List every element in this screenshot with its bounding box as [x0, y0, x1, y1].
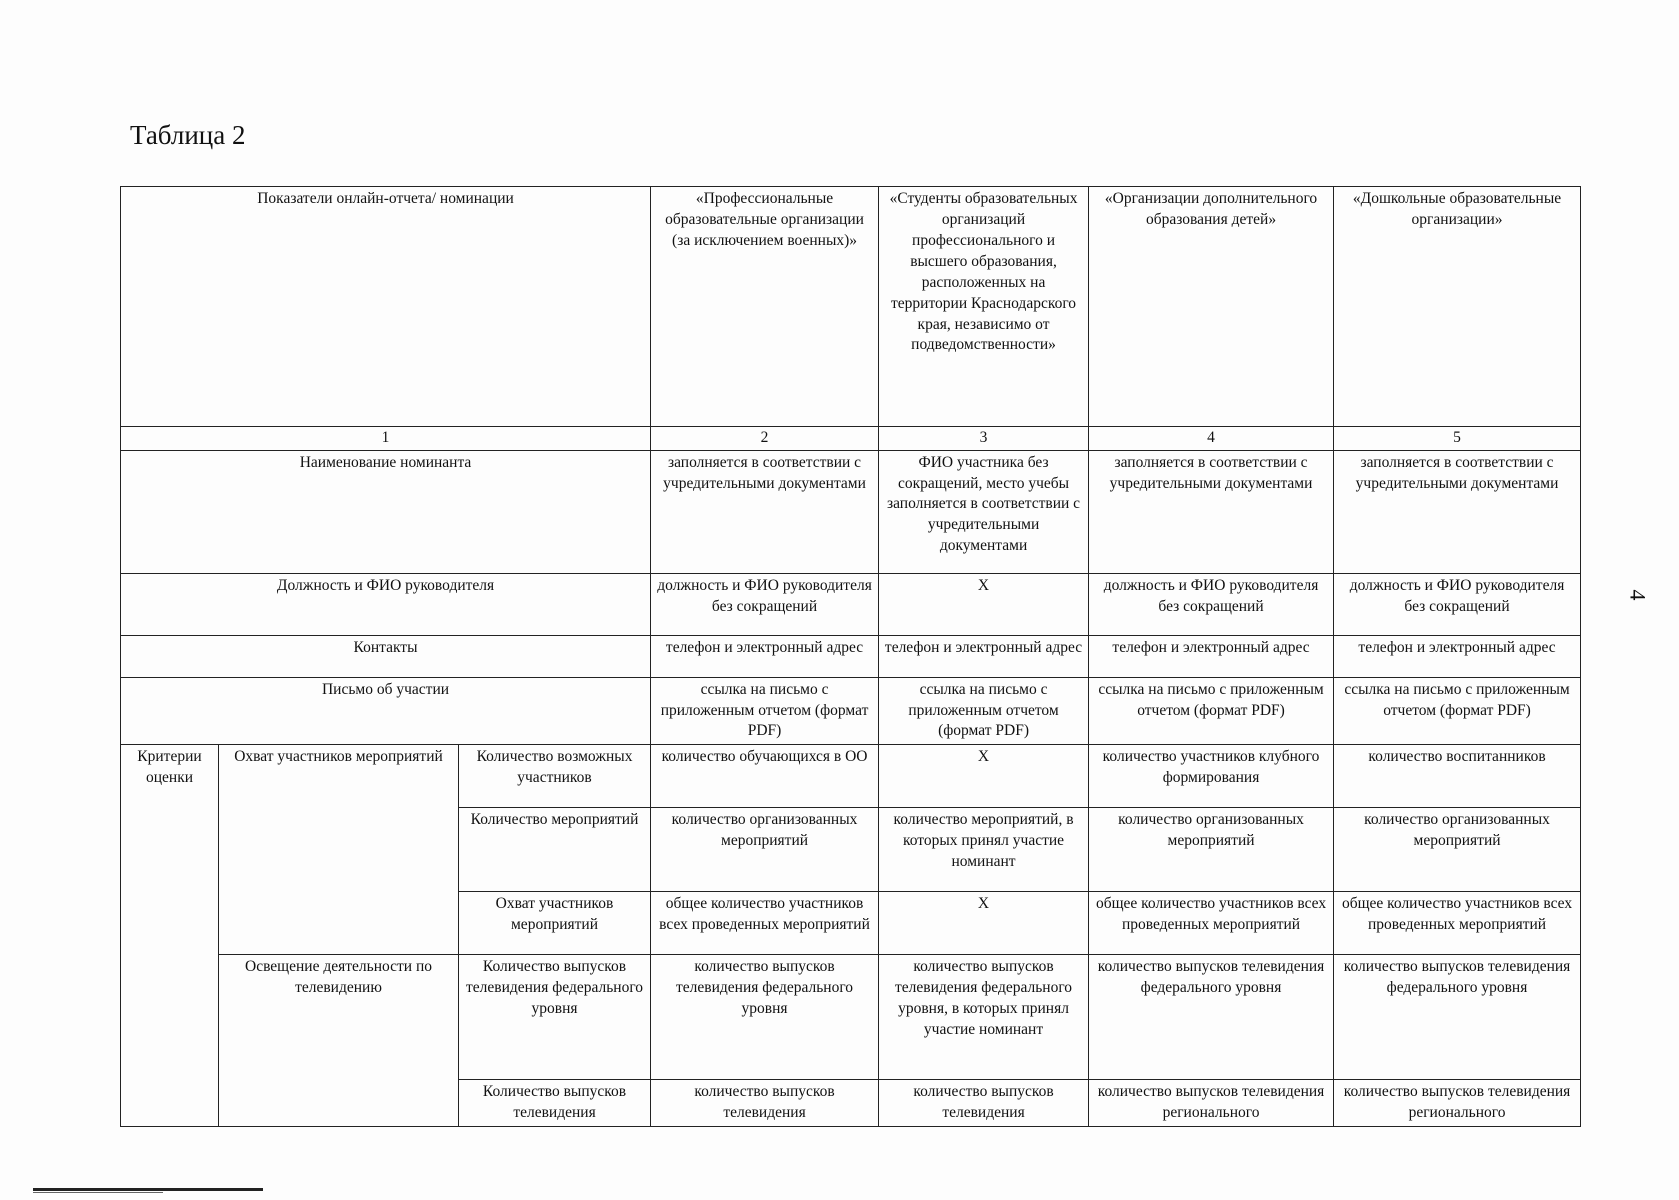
cell-director-3: X [879, 573, 1089, 635]
column-number-row [121, 427, 1581, 451]
cell-tv-regional-4: количество выпусков телевидения регионального [1089, 1080, 1334, 1127]
cell-tv-federal-5: количество выпусков телевидения федерального уровня [1334, 955, 1581, 1080]
sub-label-possible-participants: Количество возможных участников [459, 745, 651, 808]
group-label-tv: Освещение деятельности по телевидению [219, 955, 459, 1127]
row-label-director: Должность и ФИО руководителя [121, 573, 651, 635]
group-label-coverage: Охват участников мероприятий [219, 745, 459, 955]
criteria-label: Критерии оценки [121, 745, 219, 1127]
cell-tv-federal-2: количество выпусков телевидения федерального уровня [651, 955, 879, 1080]
cell-contacts-5: телефон и электронный адрес [1334, 635, 1581, 677]
cell-letter-4: ссылка на письмо с приложенным отчетом (формат PDF) [1089, 677, 1334, 745]
cell-director-5: должность и ФИО руководителя без сокращений [1334, 573, 1581, 635]
cell-tv-regional-3: количество выпусков телевидения [879, 1080, 1089, 1127]
header-col-2: «Профессиональные образовательные организации (за исключением военных)» [651, 187, 879, 427]
cell-possible-participants-4: количество участников клубного формирования [1089, 745, 1334, 808]
column-number-2: 2 [651, 427, 879, 451]
table-row-possible-participants [121, 745, 1581, 808]
table-row-director [121, 573, 1581, 635]
table-row-contacts [121, 635, 1581, 677]
cell-nominee-2: заполняется в соответствии с учредительными документами [651, 450, 879, 573]
row-label-letter: Письмо об участии [121, 677, 651, 745]
cell-possible-participants-3: X [879, 745, 1089, 808]
cell-possible-participants-2: количество обучающихся в ОО [651, 745, 879, 808]
sub-label-events-count: Количество мероприятий [459, 808, 651, 892]
row-label-nominee: Наименование номинанта [121, 450, 651, 573]
column-number-4: 4 [1089, 427, 1334, 451]
sub-label-tv-federal: Количество выпусков телевидения федерального уровня [459, 955, 651, 1080]
cell-nominee-5: заполняется в соответствии с учредительными документами [1334, 450, 1581, 573]
sub-label-tv-regional: Количество выпусков телевидения [459, 1080, 651, 1127]
column-number-3: 3 [879, 427, 1089, 451]
header-row [121, 187, 1581, 427]
cell-events-count-2: количество организованных мероприятий [651, 808, 879, 892]
cell-possible-participants-5: количество воспитанников [1334, 745, 1581, 808]
footnote-rule-shadow [33, 1192, 163, 1193]
row-label-contacts: Контакты [121, 635, 651, 677]
cell-events-coverage-3: X [879, 892, 1089, 955]
table-row-letter [121, 677, 1581, 745]
header-col-4: «Организации дополнительного образования детей» [1089, 187, 1334, 427]
cell-tv-regional-5: количество выпусков телевидения регионального [1334, 1080, 1581, 1127]
cell-contacts-4: телефон и электронный адрес [1089, 635, 1334, 677]
cell-director-2: должность и ФИО руководителя без сокращений [651, 573, 879, 635]
cell-nominee-4: заполняется в соответствии с учредительными документами [1089, 450, 1334, 573]
column-number-5: 5 [1334, 427, 1581, 451]
cell-tv-regional-2: количество выпусков телевидения [651, 1080, 879, 1127]
cell-events-count-3: количество мероприятий, в которых принял участие номинант [879, 808, 1089, 892]
sub-label-events-coverage: Охват участников мероприятий [459, 892, 651, 955]
column-number-1: 1 [121, 427, 651, 451]
table-row-nominee [121, 450, 1581, 573]
cell-events-count-5: количество организованных мероприятий [1334, 808, 1581, 892]
cell-nominee-3: ФИО участника без сокращений, место учебы заполняется в соответствии с учредительными документами [879, 450, 1089, 573]
cell-events-coverage-5: общее количество участников всех проведенных мероприятий [1334, 892, 1581, 955]
criteria-table [120, 186, 1581, 1127]
table-row-tv-federal [121, 955, 1581, 1080]
cell-events-coverage-4: общее количество участников всех проведенных мероприятий [1089, 892, 1334, 955]
table-title: Таблица 2 [130, 120, 246, 150]
page-number: 4 [1625, 589, 1651, 601]
header-col-5: «Дошкольные образовательные организации» [1334, 187, 1581, 427]
cell-events-coverage-2: общее количество участников всех проведенных мероприятий [651, 892, 879, 955]
header-col-3: «Студенты образовательных организаций профессионального и высшего образования, расположенных на территории Краснодарского края, независимо от подведомственности» [879, 187, 1089, 427]
footnote-rule [33, 1188, 263, 1191]
cell-tv-federal-3: количество выпусков телевидения федерального уровня, в которых принял участие номинант [879, 955, 1089, 1080]
cell-letter-2: ссылка на письмо с приложенным отчетом (формат PDF) [651, 677, 879, 745]
cell-contacts-2: телефон и электронный адрес [651, 635, 879, 677]
cell-tv-federal-4: количество выпусков телевидения федерального уровня [1089, 955, 1334, 1080]
cell-director-4: должность и ФИО руководителя без сокращений [1089, 573, 1334, 635]
header-indicator: Показатели онлайн-отчета/ номинации [121, 187, 651, 427]
cell-events-count-4: количество организованных мероприятий [1089, 808, 1334, 892]
cell-letter-3: ссылка на письмо с приложенным отчетом (формат PDF) [879, 677, 1089, 745]
cell-letter-5: ссылка на письмо с приложенным отчетом (формат PDF) [1334, 677, 1581, 745]
cell-contacts-3: телефон и электронный адрес [879, 635, 1089, 677]
